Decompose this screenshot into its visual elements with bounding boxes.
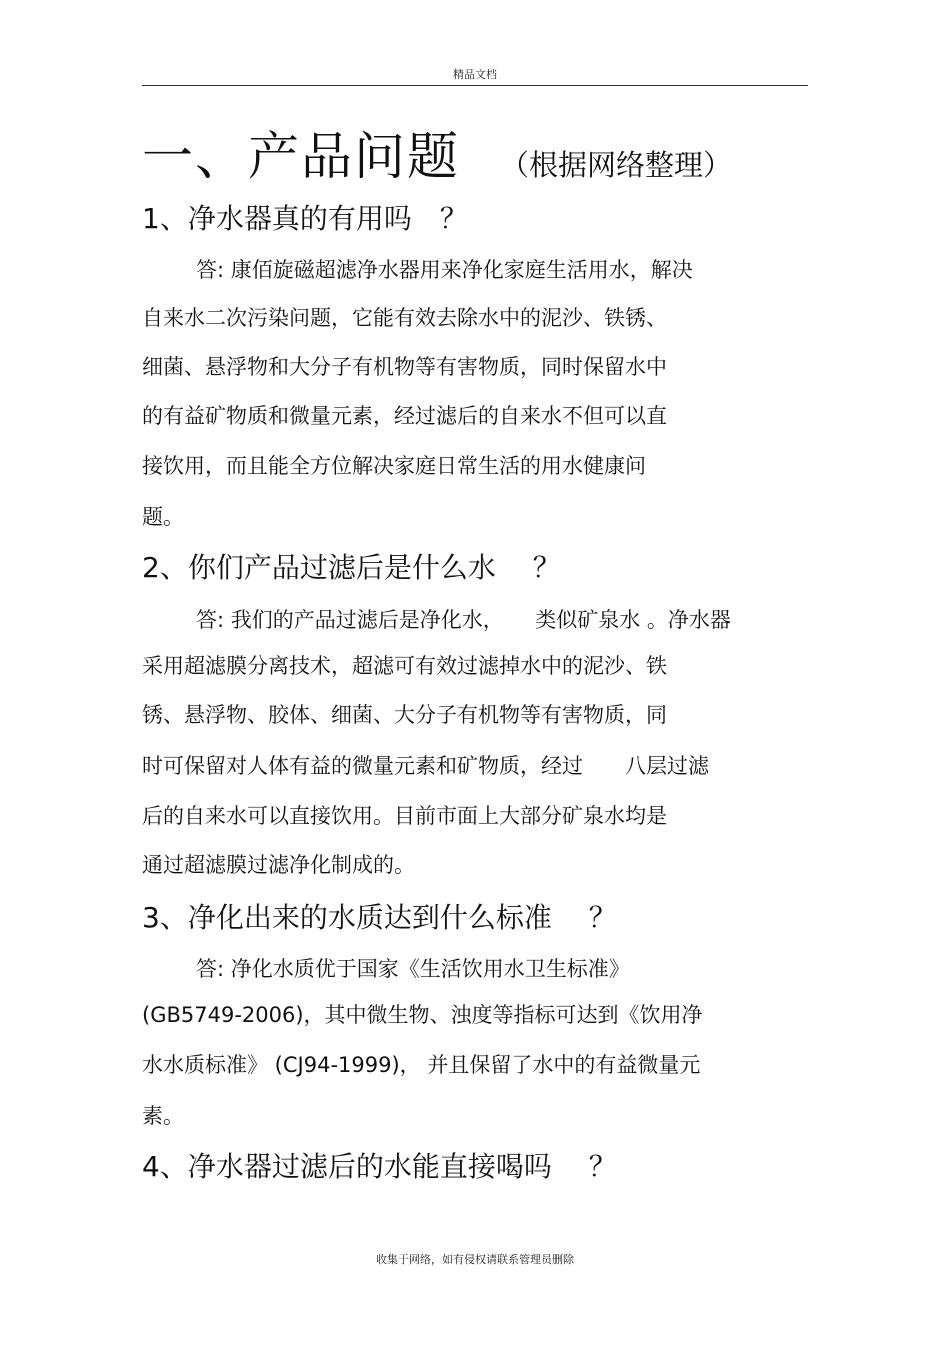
question-4: 4、净水器过滤后的水能直接喝吗 ？ <box>142 1150 617 1183</box>
answer-2-line-5: 后的自来水可以直接饮用。目前市面上大部分矿泉水均是 <box>142 804 667 828</box>
answer-2-line-3: 锈、悬浮物、胶体、细菌、大分子有机物等有害物质，同 <box>142 703 667 727</box>
answer-2-line-2: 采用超滤膜分离技术，超滤可有效过滤掉水中的泥沙、铁 <box>142 654 667 678</box>
page-footer: 收集于网络，如有侵权请联系管理员删除 <box>376 1253 574 1266</box>
page-header: 精品文档 <box>453 68 497 81</box>
question-2: 2、你们产品过滤后是什么水 ？ <box>142 551 561 584</box>
answer-2-line-1: 答: 我们的产品过滤后是净化水， 类似矿泉水 。净水器 <box>196 608 731 632</box>
question-1: 1、净水器真的有用吗 ？ <box>142 202 468 235</box>
header-divider <box>142 85 808 86</box>
page-subtitle: （根据网络整理） <box>500 148 733 182</box>
answer-1-line-6: 题。 <box>142 505 184 529</box>
answer-2-line-4: 时可保留对人体有益的微量元素和矿物质，经过 八层过滤 <box>142 754 709 778</box>
answer-1-line-3: 细菌、悬浮物和大分子有机物等有害物质，同时保留水中 <box>142 355 667 379</box>
answer-1-line-4: 的有益矿物质和微量元素，经过滤后的自来水不但可以直 <box>142 404 667 428</box>
answer-1-line-2: 自来水二次污染问题，它能有效去除水中的泥沙、铁锈、 <box>142 306 667 330</box>
answer-3-line-1: 答: 净化水质优于国家《生活饮用水卫生标准》 <box>196 957 630 981</box>
answer-1-line-1: 答: 康佰旋磁超滤净水器用来净化家庭生活用水，解决 <box>196 258 693 282</box>
page-title: 一、产品问题 <box>142 128 461 187</box>
answer-2-line-6: 通过超滤膜过滤净化制成的。 <box>142 853 415 877</box>
answer-3-line-3: 水水质标准》 (CJ94-1999)， 并且保留了水中的有益微量元 <box>142 1053 701 1077</box>
question-3: 3、净化出来的水质达到什么标准 ？ <box>142 901 617 934</box>
answer-3-line-2: (GB5749-2006)，其中微生物、浊度等指标可达到《饮用净 <box>142 1003 703 1027</box>
answer-3-line-4: 素。 <box>142 1104 184 1128</box>
answer-1-line-5: 接饮用，而且能全方位解决家庭日常生活的用水健康问 <box>142 454 646 478</box>
